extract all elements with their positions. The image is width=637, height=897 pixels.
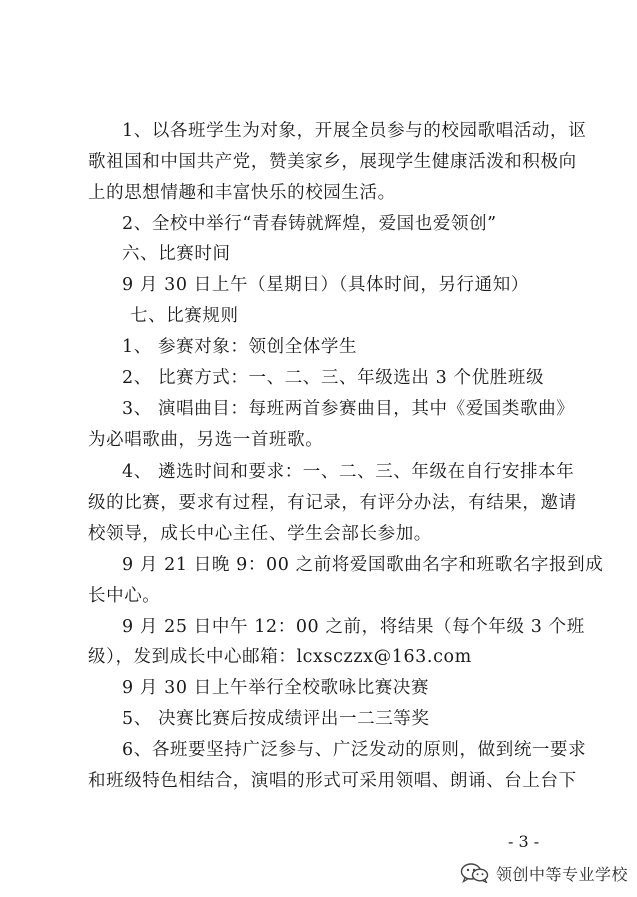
- text-line-1: 1、以各班学生为对象，开展全员参与的校园歌唱活动，讴: [122, 121, 587, 141]
- page-number: - 3 -: [508, 832, 540, 851]
- text-line-6: 9 月 30 日上午（星期日）（具体时间，另行通知）: [122, 275, 529, 295]
- text-line-16: 长中心。: [88, 586, 161, 606]
- text-line-22: 和班级特色相结合，演唱的形式可采用领唱、朗诵、台上台下: [88, 771, 577, 791]
- section-heading-time: 六、比赛时间: [122, 244, 231, 264]
- text-line-10: 3、 演唱曲目：每班两首参赛曲目，其中《爱国类歌曲》: [122, 399, 575, 419]
- text-line-19: 9 月 30 日上午举行全校歌咏比赛决赛: [122, 678, 430, 698]
- text-line-4: 2、全校中举行“青春铸就辉煌，爱国也爱领创”: [122, 214, 497, 234]
- watermark: [460, 862, 628, 884]
- text-line-8: 1、 参赛对象：领创全体学生: [122, 337, 358, 357]
- text-line-21: 6、各班要坚持广泛参与、广泛发动的原则，做到统一要求: [122, 740, 587, 760]
- text-line-14: 校领导，成长中心主任、学生会部长参加。: [88, 524, 432, 544]
- text-line-2: 歌祖国和中国共产党，赞美家乡，展现学生健康活泼和积极向: [88, 152, 577, 172]
- text-line-9: 2、 比赛方式：一、二、三、年级选出 3 个优胜班级: [122, 368, 545, 388]
- watermark-text: 领创中等专业学校: [496, 864, 629, 884]
- text-line-17: 9 月 25 日中午 12：00 之前，将结果（每个年级 3 个班: [122, 617, 585, 637]
- text-line-12: 4、 遴选时间和要求：一、二、三、年级在自行安排本年: [122, 462, 575, 482]
- wechat-icon: [460, 863, 490, 883]
- text-line-18-email: 级），发到成长中心邮箱：lcxsczzx@163.com: [88, 647, 472, 667]
- text-line-13: 级的比赛，要求有过程，有记录，有评分办法，有结果，邀请: [88, 493, 577, 513]
- text-line-3: 上的思想情趣和丰富快乐的校园生活。: [88, 183, 396, 203]
- section-heading-rules: 七、比赛规则: [130, 306, 239, 326]
- text-line-20: 5、 决赛比赛后按成绩评出一二三等奖: [122, 709, 430, 729]
- text-line-15: 9 月 21 日晚 9：00 之前将爱国歌曲名字和班歌名字报到成: [122, 555, 604, 575]
- text-line-11: 为必唱歌曲，另选一首班歌。: [88, 430, 324, 450]
